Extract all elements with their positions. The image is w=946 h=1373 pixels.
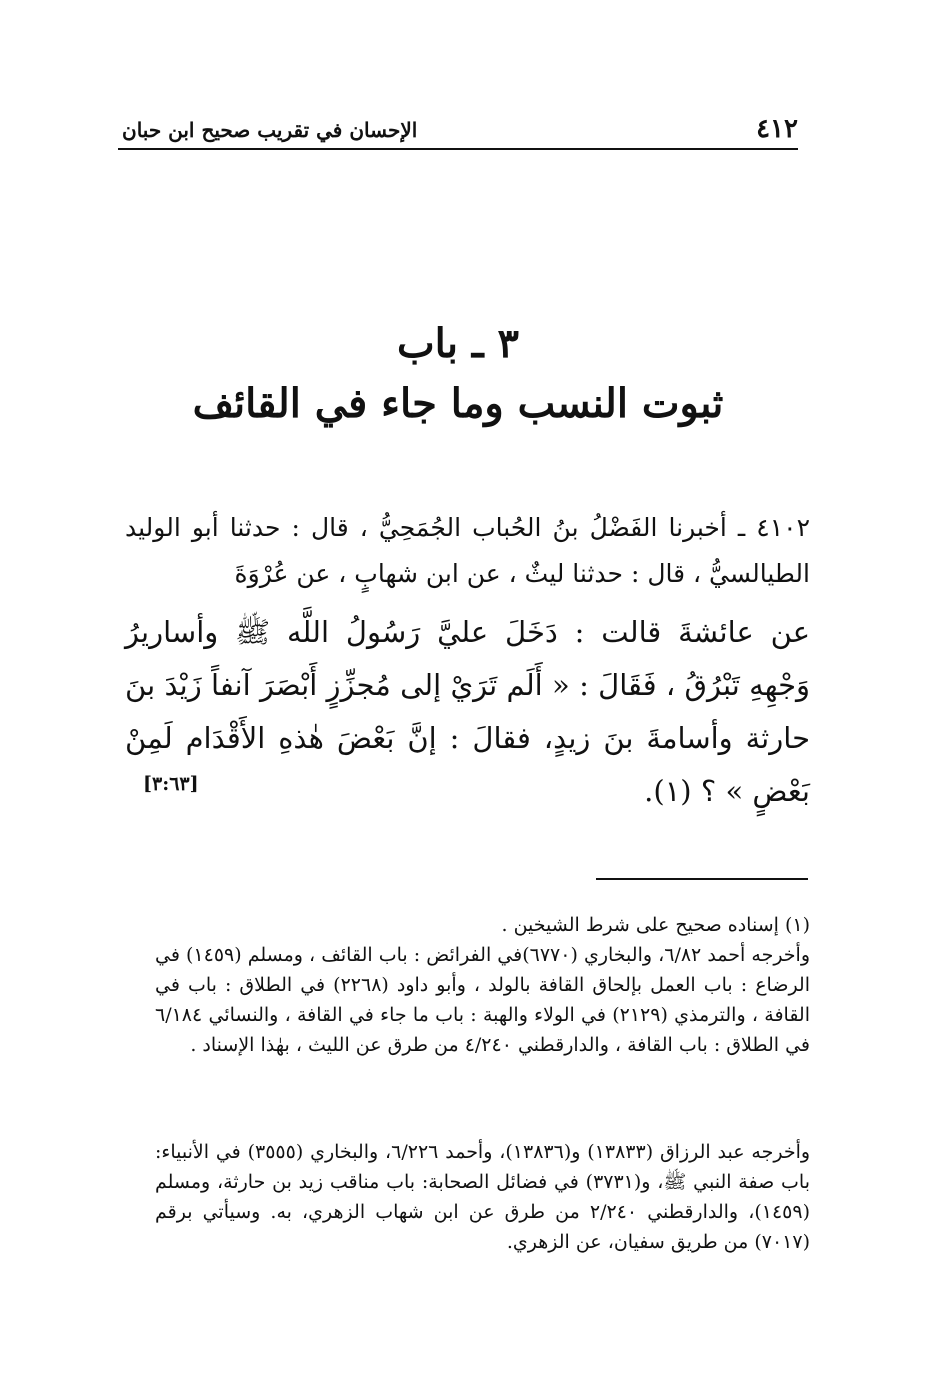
chapter-heading: [118, 318, 798, 434]
footnote-1-sources: وأخرجه أحمد ٦/٨٢، والبخاري (٦٧٧٠)في الفرائض : باب القائف ، ومسلم (١٤٥٩) في الرضاع : باب العمل بإلحاق القافة بالولد ، وأبو داود (٢٢٦٨) في الطلاق : باب في القافة ، والترمذي (٢١٢٩) في الولاء والهبة : باب ما جاء في القافة ، والنسائي ٦/١٨٤ في الطلاق : باب القافة ، والدارقطني ٤/٢٤٠ من طرق عن الليث ، بهٰذا الإسناد .: [155, 944, 811, 1056]
footnote-1-grading: (١) إسناده صحيح على شرط الشيخين .: [501, 914, 810, 936]
hadith-matn: عن عائشةَ قالت : دَخَلَ عليَّ رَسُولُ اللَّه ﷺ وأساريرُ وَجْهِهِ تَبْرُقُ ، فَقَالَ : « أَلَم تَرَيْ إلى مُجزِّزٍ أَبْصَرَ آنفاً زَيْدَ بنَ حارثة وأسامةَ بنَ زيدٍ، فقالَ : إنَّ بَعْضَ هٰذهِ الأَقْدَام لَمِنْ بَعْضٍ » ؟ (١).: [125, 615, 810, 808]
chapter-number: ٣ ـ باب: [396, 320, 520, 367]
footnote-1-further-sources: وأخرجه عبد الرزاق (١٣٨٣٣) و(١٣٨٣٦)، وأحمد ٦/٢٢٦، والبخاري (٣٥٥٥) في الأنبياء: باب صفة النبي ﷺ، و(٣٧٣١) في فضائل الصحابة: باب مناقب زيد بن حارثة، ومسلم (١٤٥٩)، والدارقطني ٢/٢٤٠ من طرق عن ابن شهاب الزهري، به. وسيأتي برقم (٧٠١٧) من طريق سفيان، عن الزهري.: [155, 1141, 811, 1253]
chapter-title: ثبوت النسب وما جاء في القائف: [192, 380, 724, 427]
footnote-block-2: [155, 1137, 810, 1257]
footnote-separator: [596, 878, 808, 880]
cross-reference: [٣:٦٣]: [143, 773, 199, 795]
hadith-isnad: ٤١٠٢ ـ أخبرنا الفَضْلُ بنُ الحُباب الجُمَحِيُّ ، قال : حدثنا أبو الوليد الطيالسيُّ ، قال : حدثنا ليثٌ ، عن ابن شهابٍ ، عن عُرْوَةَ: [125, 513, 810, 588]
running-header: [118, 112, 798, 150]
footnote-block-1: [155, 910, 810, 1060]
book-title: الإحسان في تقريب صحيح ابن حبان: [122, 118, 418, 142]
page-number: ٤١٢: [756, 114, 798, 144]
